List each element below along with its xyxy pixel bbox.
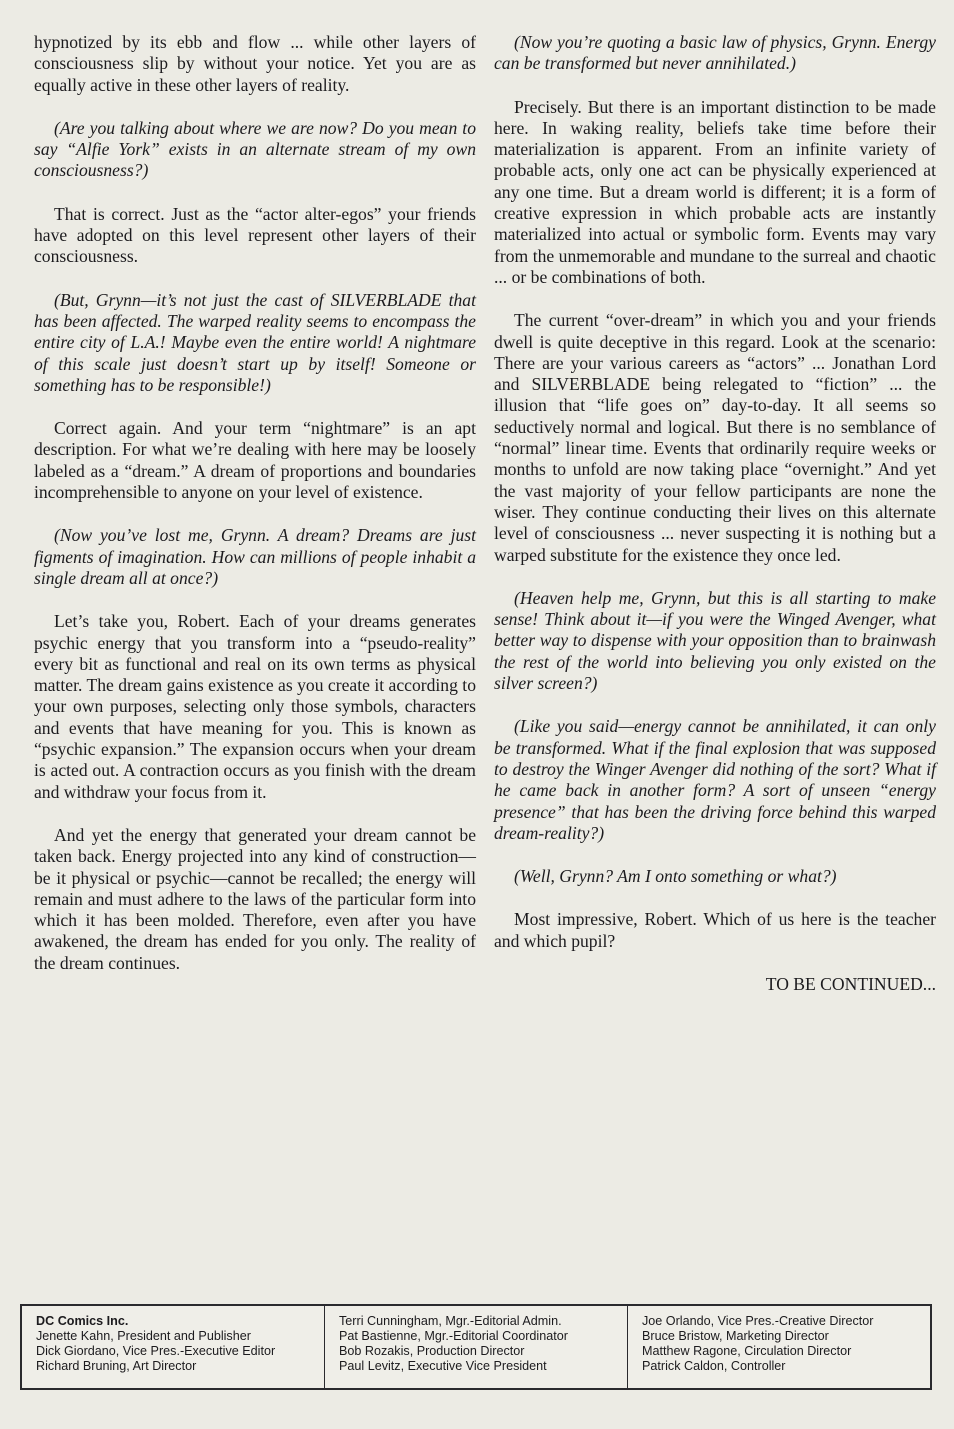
paragraph-italic: (Are you talking about where we are now? Do you mean to say “Alfie York” exists in an alternate stream of my own consciousness?) — [34, 117, 476, 181]
paragraph: Most impressive, Robert. Which of us here is the teacher and which pupil? — [494, 909, 936, 951]
credit-line: Paul Levitz, Executive Vice President — [339, 1359, 547, 1373]
credits-column — [628, 1306, 930, 1388]
paragraph-italic: (Heaven help me, Grynn, but this is all starting to make sense! Think about it—if you were the Winged Avenger, what better way to dispense with your opposition than to brainwash the rest of the world into believing you only existed on the silver screen?) — [494, 587, 936, 694]
left-text-column — [34, 32, 476, 996]
paragraph-italic: (Now you’ve lost me, Grynn. A dream? Dreams are just figments of imagination. How can millions of people inhabit a single dream all at once?) — [34, 525, 476, 588]
credit-line: Patrick Caldon, Controller — [642, 1359, 786, 1373]
credit-line: Richard Bruning, Art Director — [36, 1359, 197, 1373]
paragraph: That is correct. Just as the “actor alter-egos” your friends have adopted on this level represent other layers of their consciousness. — [34, 203, 476, 267]
credit-line: Terri Cunningham, Mgr.-Editorial Admin. — [339, 1314, 562, 1328]
paragraph-italic: (Well, Grynn? Am I onto something or what?) — [514, 866, 837, 887]
credit-line: Bruce Bristow, Marketing Director — [642, 1329, 829, 1343]
credit-line: Pat Bastienne, Mgr.-Editorial Coordinator — [339, 1329, 568, 1343]
credit-line: Jenette Kahn, President and Publisher — [36, 1329, 251, 1343]
paragraph: The current “over-dream” in which you and your friends dwell is quite deceptive in this regard. Look at the scenario: There are your various careers as “actors” ... Jonathan Lord and SILVERBLADE being relegated to “fiction” ... the illusion that “life goes on” day-to-day. It all seems so seductively normal and logical. But there is no semblance of “normal” linear time. Events that ordinarily require weeks or months to unfold are now taking place “overnight.” And yet the vast majority of your fellow participants are none the wiser. They continue conducting their lives on this alternate level of consciousness ... never suspecting it is nothing but a warped substitute for the existence they once led. — [494, 310, 936, 565]
to-be-continued: TO BE CONTINUED... — [765, 973, 936, 994]
credit-line: Matthew Ragone, Circulation Director — [642, 1344, 852, 1358]
staff-credits-box — [20, 1304, 932, 1390]
paragraph: Correct again. And your term “nightmare” is an apt description. For what we’re dealing with here may be loosely labeled as a “dream.” A dream of proportions and boundaries incomprehensible to anyone on your level of existence. — [34, 418, 476, 503]
credits-column — [22, 1306, 325, 1388]
credit-line: Bob Rozakis, Production Director — [339, 1344, 525, 1358]
paragraph-italic: (But, Grynn—it’s not just the cast of SILVERBLADE that has been affected. The warped reality seems to encompass the entire city of L.A.! Maybe even the entire world! A nightmare of this scale just doesn’t start up by itself! Someone or something has to be responsible!) — [34, 289, 476, 395]
paragraph: hypnotized by its ebb and flow ... while other layers of consciousness slip by without your notice. Yet you are as equally active in these other layers of reality. — [34, 32, 476, 95]
paragraph: Let’s take you, Robert. Each of your dreams generates psychic energy that you transform into a “pseudo-reality” every bit as functional and real on its own terms as physical matter. The dream gains existence as you create it according to your own purposes, selecting only those symbols, characters and events that have meaning for you. This is known as “psychic expansion.” The expansion occurs when your dream is acted out. A contraction occurs as you finish with the dream and withdraw your focus from it. — [34, 611, 476, 802]
paragraph: And yet the energy that generated your dream cannot be taken back. Energy projected into any kind of construction—be it physical or psychic—cannot be recalled; the energy will remain and must adhere to the laws of the particular form into which it has been molded. Therefore, even after you have awakened, the dream has ended for you only. The reality of the dream continues. — [34, 824, 476, 973]
paragraph: Precisely. But there is an important distinction to be made here. In waking reality, beliefs take time before their materialization is apparent. From an infinite variety of probable acts, only one act can be physically experienced at any one time. But a dream world is different; it is a form of creative expression in which probable acts are instantly materialized into actual or symbolic form. Events may vary from the unmemorable and mundane to the surreal and chaotic ... or be combinations of both. — [494, 96, 936, 287]
paragraph-italic: (Now you’re quoting a basic law of physics, Grynn. Energy can be transformed but never annihilated.) — [494, 32, 936, 74]
credit-line: Joe Orlando, Vice Pres.-Creative Director — [642, 1314, 874, 1328]
paragraph-italic: (Like you said—energy cannot be annihilated, it can only be transformed. What if the final explosion that was supposed to destroy the Winger Avenger did nothing of the sort? What if he came back in another form? A sort of unseen “energy presence” that has been the driving force behind this warped dream-reality?) — [494, 716, 936, 843]
right-text-column — [494, 32, 936, 1017]
credit-line: DC Comics Inc. — [36, 1314, 129, 1328]
credits-column — [325, 1306, 628, 1388]
credit-line: Dick Giordano, Vice Pres.-Executive Editor — [36, 1344, 276, 1358]
